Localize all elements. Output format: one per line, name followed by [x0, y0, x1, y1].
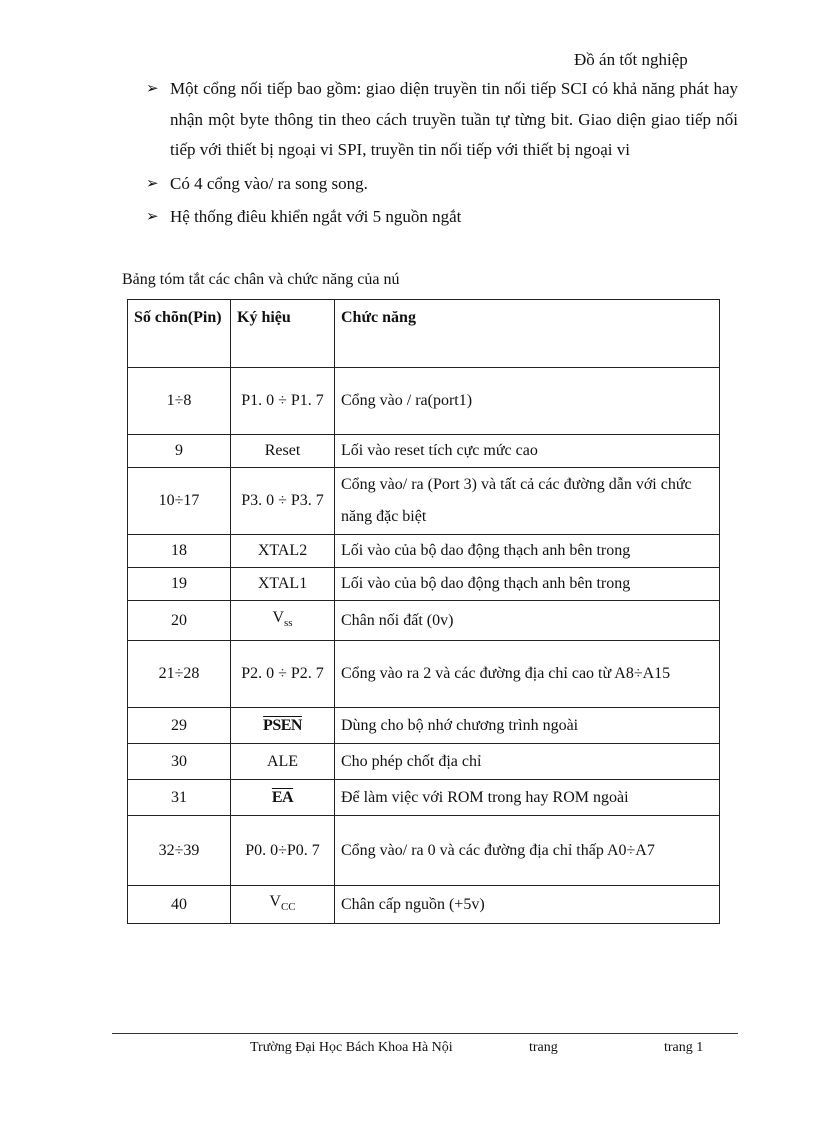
function-cell: Cổng vào ra 2 và các đường địa chỉ cao từ A8÷A15 [335, 641, 720, 708]
footer-page-number: trang 1 [664, 1040, 704, 1055]
function-cell: Lối vào của bộ dao động thạch anh bên trong [335, 568, 720, 601]
bullet-list [146, 74, 738, 236]
table-row [128, 601, 720, 641]
bullet-item: ➢ Hệ thống điêu khiển ngắt với 5 nguồn ngắt [146, 202, 738, 233]
table-row [128, 535, 720, 568]
pin-cell: 20 [128, 601, 231, 641]
symbol-cell: P1. 0 ÷ P1. 7 [231, 368, 335, 435]
function-cell: Lối vào của bộ dao động thạch anh bên trong [335, 535, 720, 568]
arrow-bullet-icon: ➢ [146, 175, 159, 192]
pin-cell: 21÷28 [128, 641, 231, 708]
arrow-bullet-icon: ➢ [146, 81, 159, 97]
table-row [128, 780, 720, 816]
symbol-cell: XTAL1 [231, 568, 335, 601]
pin-cell: 32÷39 [128, 816, 231, 886]
symbol-cell: P0. 0÷P0. 7 [231, 816, 335, 886]
function-cell: Cổng vào/ ra (Port 3) và tất cả các đường dẫn với chức năng đặc biệt [335, 468, 720, 535]
symbol-cell: $V_{CC}$ [231, 886, 335, 924]
pin-cell: 1÷8 [128, 368, 231, 435]
function-cell: Chân cấp nguồn (+5v) [335, 886, 720, 924]
table-row [128, 368, 720, 435]
pin-cell: 10÷17 [128, 468, 231, 535]
pin-cell: 9 [128, 435, 231, 468]
header-function: Chức năng [335, 300, 720, 368]
table-row [128, 744, 720, 780]
pin-function-table [127, 299, 720, 924]
table-row [128, 468, 720, 535]
symbol-cell: PSEN [231, 708, 335, 744]
bullet-item: ➢ Một cổng nối tiếp bao gồm: giao diện truyền tin nối tiếp SCI có khả năng phát hay nhận một byte thông tin theo cách truyền tuần tự từng bit. Giao diện giao tiếp nối tiếp với thiết bị ngoại vi SPI, truyền tin nối tiếp với thiết bị ngoại vi [146, 74, 738, 166]
symbol-cell: XTAL2 [231, 535, 335, 568]
symbol-cell: P2. 0 ÷ P2. 7 [231, 641, 335, 708]
function-cell: Chân nối đất (0v) [335, 601, 720, 641]
function-cell: Cổng vào / ra(port1) [335, 368, 720, 435]
table-row [128, 435, 720, 468]
function-cell: Cổng vào/ ra 0 và các đường địa chỉ thấp A0÷A7 [335, 816, 720, 886]
footer-label: trang [529, 1040, 558, 1055]
function-cell: Dùng cho bộ nhớ chương trình ngoài [335, 708, 720, 744]
symbol-cell: Reset [231, 435, 335, 468]
pin-cell: 31 [128, 780, 231, 816]
symbol-cell: $\overline{EA}$ [231, 780, 335, 816]
arrow-bullet-icon: ➢ [146, 209, 159, 225]
table-row [128, 886, 720, 924]
pin-cell: 29 [128, 708, 231, 744]
pin-cell: 19 [128, 568, 231, 601]
footer-school-name: Trường Đại Học Bách Khoa Hà Nội [250, 1040, 453, 1055]
function-cell: Lối vào reset tích cực mức cao [335, 435, 720, 468]
symbol-cell: P3. 0 ÷ P3. 7 [231, 468, 335, 535]
table-row [128, 816, 720, 886]
header-symbol: Ký hiệu [231, 300, 335, 368]
table-row [128, 708, 720, 744]
document-header-title: Đồ án tốt nghiệp [574, 50, 688, 69]
pin-cell: 30 [128, 744, 231, 780]
footer-divider [112, 1033, 738, 1034]
table-header-row [128, 300, 720, 368]
table-caption: Bảng tóm tắt các chân và chức năng của nú [122, 271, 400, 288]
table-row [128, 641, 720, 708]
function-cell: Cho phép chốt địa chỉ [335, 744, 720, 780]
pin-cell: 40 [128, 886, 231, 924]
pin-cell: 18 [128, 535, 231, 568]
symbol-cell: $V_{ss}$ [231, 601, 335, 641]
header-pin: Số chõn(Pin) [128, 300, 231, 368]
table-row [128, 568, 720, 601]
bullet-item: ➢ Có 4 cổng vào/ ra song song. [146, 169, 738, 200]
function-cell: Để làm việc với ROM trong hay ROM ngoài [335, 780, 720, 816]
symbol-cell: ALE [231, 744, 335, 780]
